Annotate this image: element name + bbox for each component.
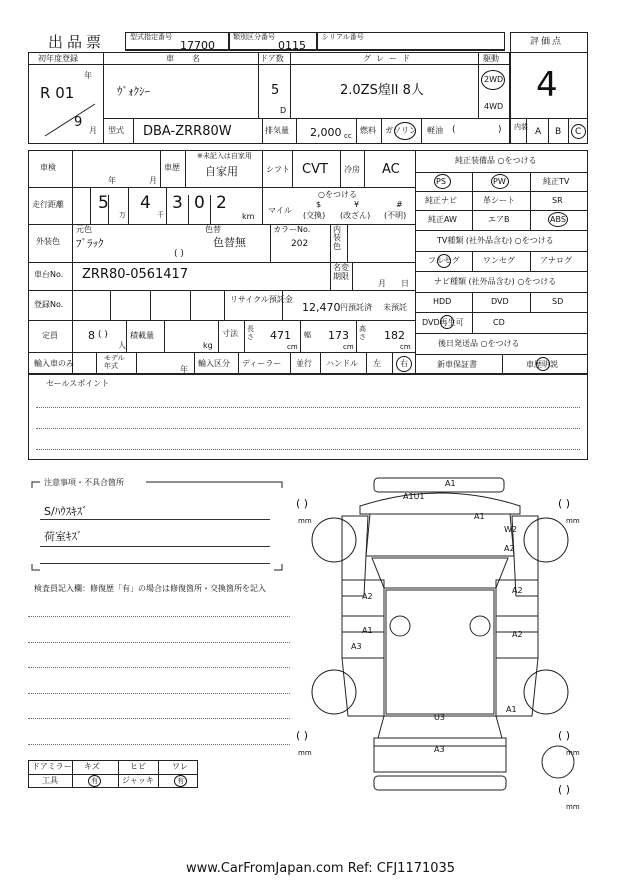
equip-ps-circle [434,174,451,189]
ac-label: 冷房 [344,165,360,174]
legend-jack-yes[interactable]: 有 [177,777,184,785]
car-name: ｳﾞｫｸｼｰ [117,85,150,98]
inspection-label: 車検 [40,163,56,172]
sales-point-label: セールスポイント [46,379,110,388]
color-paren: ( ) [174,249,184,259]
length-value: 471 [270,329,291,342]
later-manual[interactable]: 車歴明説 [526,360,558,369]
equip-leather[interactable]: 革シート [483,196,515,205]
length-label: 長さ [247,325,254,341]
car-name-label: 車名 [166,54,218,63]
recycle-unpaid[interactable]: 未預託 [383,303,407,312]
notes-line-1: S/ﾊｳｽｷｽﾞ [44,505,88,518]
type-no: 17700 [180,39,215,52]
doors-label: ドア数 [260,54,284,63]
recycle-unit[interactable]: 円預託済 [340,303,372,312]
damage-mark: A1 [362,626,373,635]
shift-value: CVT [302,162,328,177]
form-title: 出品票 [48,33,106,51]
month-unit: 月 [89,126,97,135]
navi-sd[interactable]: SD [552,297,564,306]
legend-door-mirror: ドアミラー [32,762,72,771]
handle-right-circle [396,356,412,372]
first-reg-year: R 01 [40,84,75,102]
mile-option[interactable]: マイル [268,206,292,215]
drive-label: 駆動 [483,54,499,63]
exchange-symbol: $ [316,200,322,209]
serial-label: シリアル番号 [322,33,364,41]
interior-grade-c[interactable]: C [575,127,582,137]
damage-mark: W2 [504,525,517,534]
import-dealer[interactable]: ディーラー [242,359,282,368]
equip-abs[interactable]: ABS [550,215,566,224]
inspector-line [28,667,290,668]
import-parallel[interactable]: 並行 [296,359,312,368]
navi-hdd[interactable]: HDD [433,297,452,306]
color-label: 外装色 [36,237,60,246]
inspector-line [28,693,290,694]
exchange-option[interactable]: (交換) [303,211,326,220]
mileage-digit: 5 [98,193,109,213]
class-no-label: 類別区分番号 [233,33,275,41]
cc-unit: cc [344,132,352,140]
grade-value: 2.0ZS煌II 8人 [340,83,424,98]
recycle-amount: 12,470 [302,301,341,314]
damage-mark: A2 [512,630,523,639]
score-label: 評価点 [530,37,564,47]
tyre-mm-spare: mm [566,803,580,811]
damage-mark: A2 [512,586,523,595]
interior-grade-a[interactable]: A [535,127,542,137]
import-type-label: 輸入区分 [198,359,230,368]
drive-2wd[interactable]: 2WD [484,75,504,84]
height-cm: cm [400,343,411,351]
legend-break: ワレ [172,762,188,771]
name-change-month: 月 [378,279,386,288]
jack-circle [174,775,187,787]
damage-mark: A1 [445,479,456,488]
interior-grade-b[interactable]: B [555,127,562,137]
color-change-value: 色替無 [213,236,246,249]
interior-label: 内装 [514,123,528,131]
damage-mark: A3 [434,745,445,754]
later-title: 後日発送品 ○をつける [438,339,520,348]
mileage-label: 走行距離 [32,200,64,209]
equip-std-navi[interactable]: 純正ナビ [425,196,457,205]
fuel-circle [394,122,416,140]
capacity-value: 8 [88,329,95,342]
notes-bracket [26,478,288,574]
handle-label: ハンドル [326,359,358,368]
score-value: 4 [536,65,558,105]
interior-color-label: 内装色 [333,225,341,251]
inspection-month-unit: 月 [149,176,157,185]
damage-mark: U3 [434,713,445,722]
displacement-value: 2,000 [310,126,342,139]
handle-right[interactable]: 右 [400,359,408,368]
shift-label: シフト [266,165,290,174]
tyre-mm-fl: mm [298,517,312,525]
length-cm: cm [287,343,298,351]
sales-line [36,407,580,408]
damage-mark: A2 [504,544,515,553]
mileage-digit: 0 [194,193,205,213]
car-damage-diagram [290,476,600,816]
inspector-line [28,642,290,643]
tampered-symbol: ¥ [354,200,360,209]
displacement-label: 排気量 [265,126,289,135]
equip-airbag[interactable]: エアB [488,215,510,224]
import-label: 輸入車のみ [34,359,74,368]
tyre-mm-fr: mm [566,517,580,525]
handle-left[interactable]: 左 [373,359,381,368]
navi-dvd-play[interactable]: DVD再生可 [422,318,464,327]
tyre-mm-rl: mm [298,749,312,757]
inspector-line [28,616,290,617]
orig-color-label: 元色 [76,225,92,234]
inspector-line [28,744,290,745]
navi-dvd-play-circle [440,315,454,329]
navi-dvd[interactable]: DVD [491,297,509,306]
reg-label: 登録No. [34,300,64,309]
dims-label: 寸法 [222,329,238,338]
sales-point-box [28,374,588,460]
doors-value: 5 [271,83,280,98]
width-cm: cm [343,343,354,351]
drive-4wd[interactable]: 4WD [484,102,504,111]
legend-crack: ヒビ [130,762,146,771]
model-label: 型式 [108,126,124,135]
mileage-sen-unit: 千 [157,211,164,219]
sales-line [36,428,580,429]
mileage-digit: 2 [216,193,227,213]
load-label: 積載量 [130,331,154,340]
width-value: 173 [328,329,349,342]
height-label: 高さ [359,325,366,341]
type-no-label: 型式指定番号 [130,33,172,41]
later-warranty[interactable]: 新車保証書 [437,360,477,369]
notes-underline [40,519,270,520]
sales-line [36,449,580,450]
history-value: 自家用 [205,165,238,178]
fuel-value[interactable]: ガソリン [385,126,417,135]
km-unit: km [242,212,255,221]
damage-mark: A2 [362,592,373,601]
tyre-mm-rr: mm [566,749,580,757]
damage-mark: A1 [506,705,517,714]
tools-circle [88,775,101,787]
tampered-option[interactable]: (改ざん) [340,211,371,220]
width-label: 幅 [304,331,311,339]
unknown-option[interactable]: (不明) [384,211,407,220]
color-value: ﾌﾞﾗｯｸ [76,237,104,250]
interior-c-circle [571,124,586,139]
equip-ps[interactable]: PS [436,177,446,186]
color-no-value: 202 [291,239,309,249]
notes-underline [40,563,270,564]
ac-value: AC [382,162,400,177]
fuel-label: 燃料 [360,126,376,135]
light-oil-option[interactable]: 軽油 [427,126,443,135]
color-no-label: カラーNo. [273,225,311,234]
kg-unit: kg [203,341,213,350]
inspection-year-unit: 年 [108,176,116,185]
std-equip-title: 純正装備品 ○をつける [455,156,537,165]
legend-scratch: キズ [84,762,100,771]
tv-oneseg[interactable]: ワンセグ [483,256,515,265]
inspector-label: 検査員記入欄：修復歴「有」の場合は修復箇所・交換箇所を記入 [34,584,266,593]
capacity-label: 定員 [42,331,58,340]
grade-label: グレード [363,54,415,63]
color-change-label: 色替 [205,225,221,234]
first-reg-label: 初年度登録 [38,54,78,63]
mileage-circle-note: ○をつける [318,190,357,199]
damage-mark: A1U1 [403,492,425,501]
mileage-man-unit: 万 [119,211,126,219]
damage-mark: A1 [474,512,485,521]
model-value: DBA-ZRR80W [143,124,232,139]
history-note: ※未記入は自家用 [197,152,252,160]
legend-tools-yes[interactable]: 有 [91,777,98,785]
tv-fullseg[interactable]: フルセグ [428,256,460,265]
equip-abs-circle [548,212,568,227]
class-no: 0115 [278,39,306,52]
inspector-line [28,718,290,719]
navi-cd[interactable]: CD [493,318,505,327]
model-year-label: モデル年式 [104,354,125,370]
notes-line-2: 荷室ｷｽﾞ [44,530,83,543]
year-unit: 年 [84,71,92,80]
mileage-digit: 4 [140,193,151,213]
door-suffix: D [280,106,287,115]
equip-std-tv[interactable]: 純正TV [543,177,570,186]
history-label: 車歴 [164,163,180,172]
chassis-value: ZRR80-0561417 [82,267,189,282]
chassis-label: 車台No. [34,270,64,279]
tv-title: TV種類 (社外品含む) ○をつける [437,236,554,245]
notes-title: 注意事項・不具合箇所 [44,478,124,487]
mileage-digit: 3 [172,193,183,213]
drive-2wd-circle [481,70,505,90]
damage-mark: A3 [351,642,362,651]
navi-title: ナビ種類 (社外品含む) ○をつける [434,277,557,286]
model-year-unit: 年 [180,365,188,374]
equip-pw-circle [491,174,509,189]
recycle-label: リサイクル預託金 [230,295,293,304]
legend-tools: 工具 [42,776,58,785]
first-reg-month: 9 [74,115,83,130]
later-manual-circle [536,357,550,371]
tv-fullseg-circle [437,254,451,268]
notes-underline [40,546,270,547]
name-change-label: 名変期限 [333,263,349,281]
height-value: 182 [384,329,405,342]
legend-jack: ジャッキ [122,776,154,785]
footer-watermark: www.CarFromJapan.com Ref: CFJ1171035 [186,861,456,876]
equip-pw[interactable]: PW [493,177,506,186]
equip-std-aw[interactable]: 純正AW [428,215,457,224]
person-unit: 人 [118,341,126,350]
equip-sunroof[interactable]: SR [552,196,563,205]
unknown-symbol: # [396,200,403,209]
tv-analog[interactable]: アナログ [540,256,572,265]
